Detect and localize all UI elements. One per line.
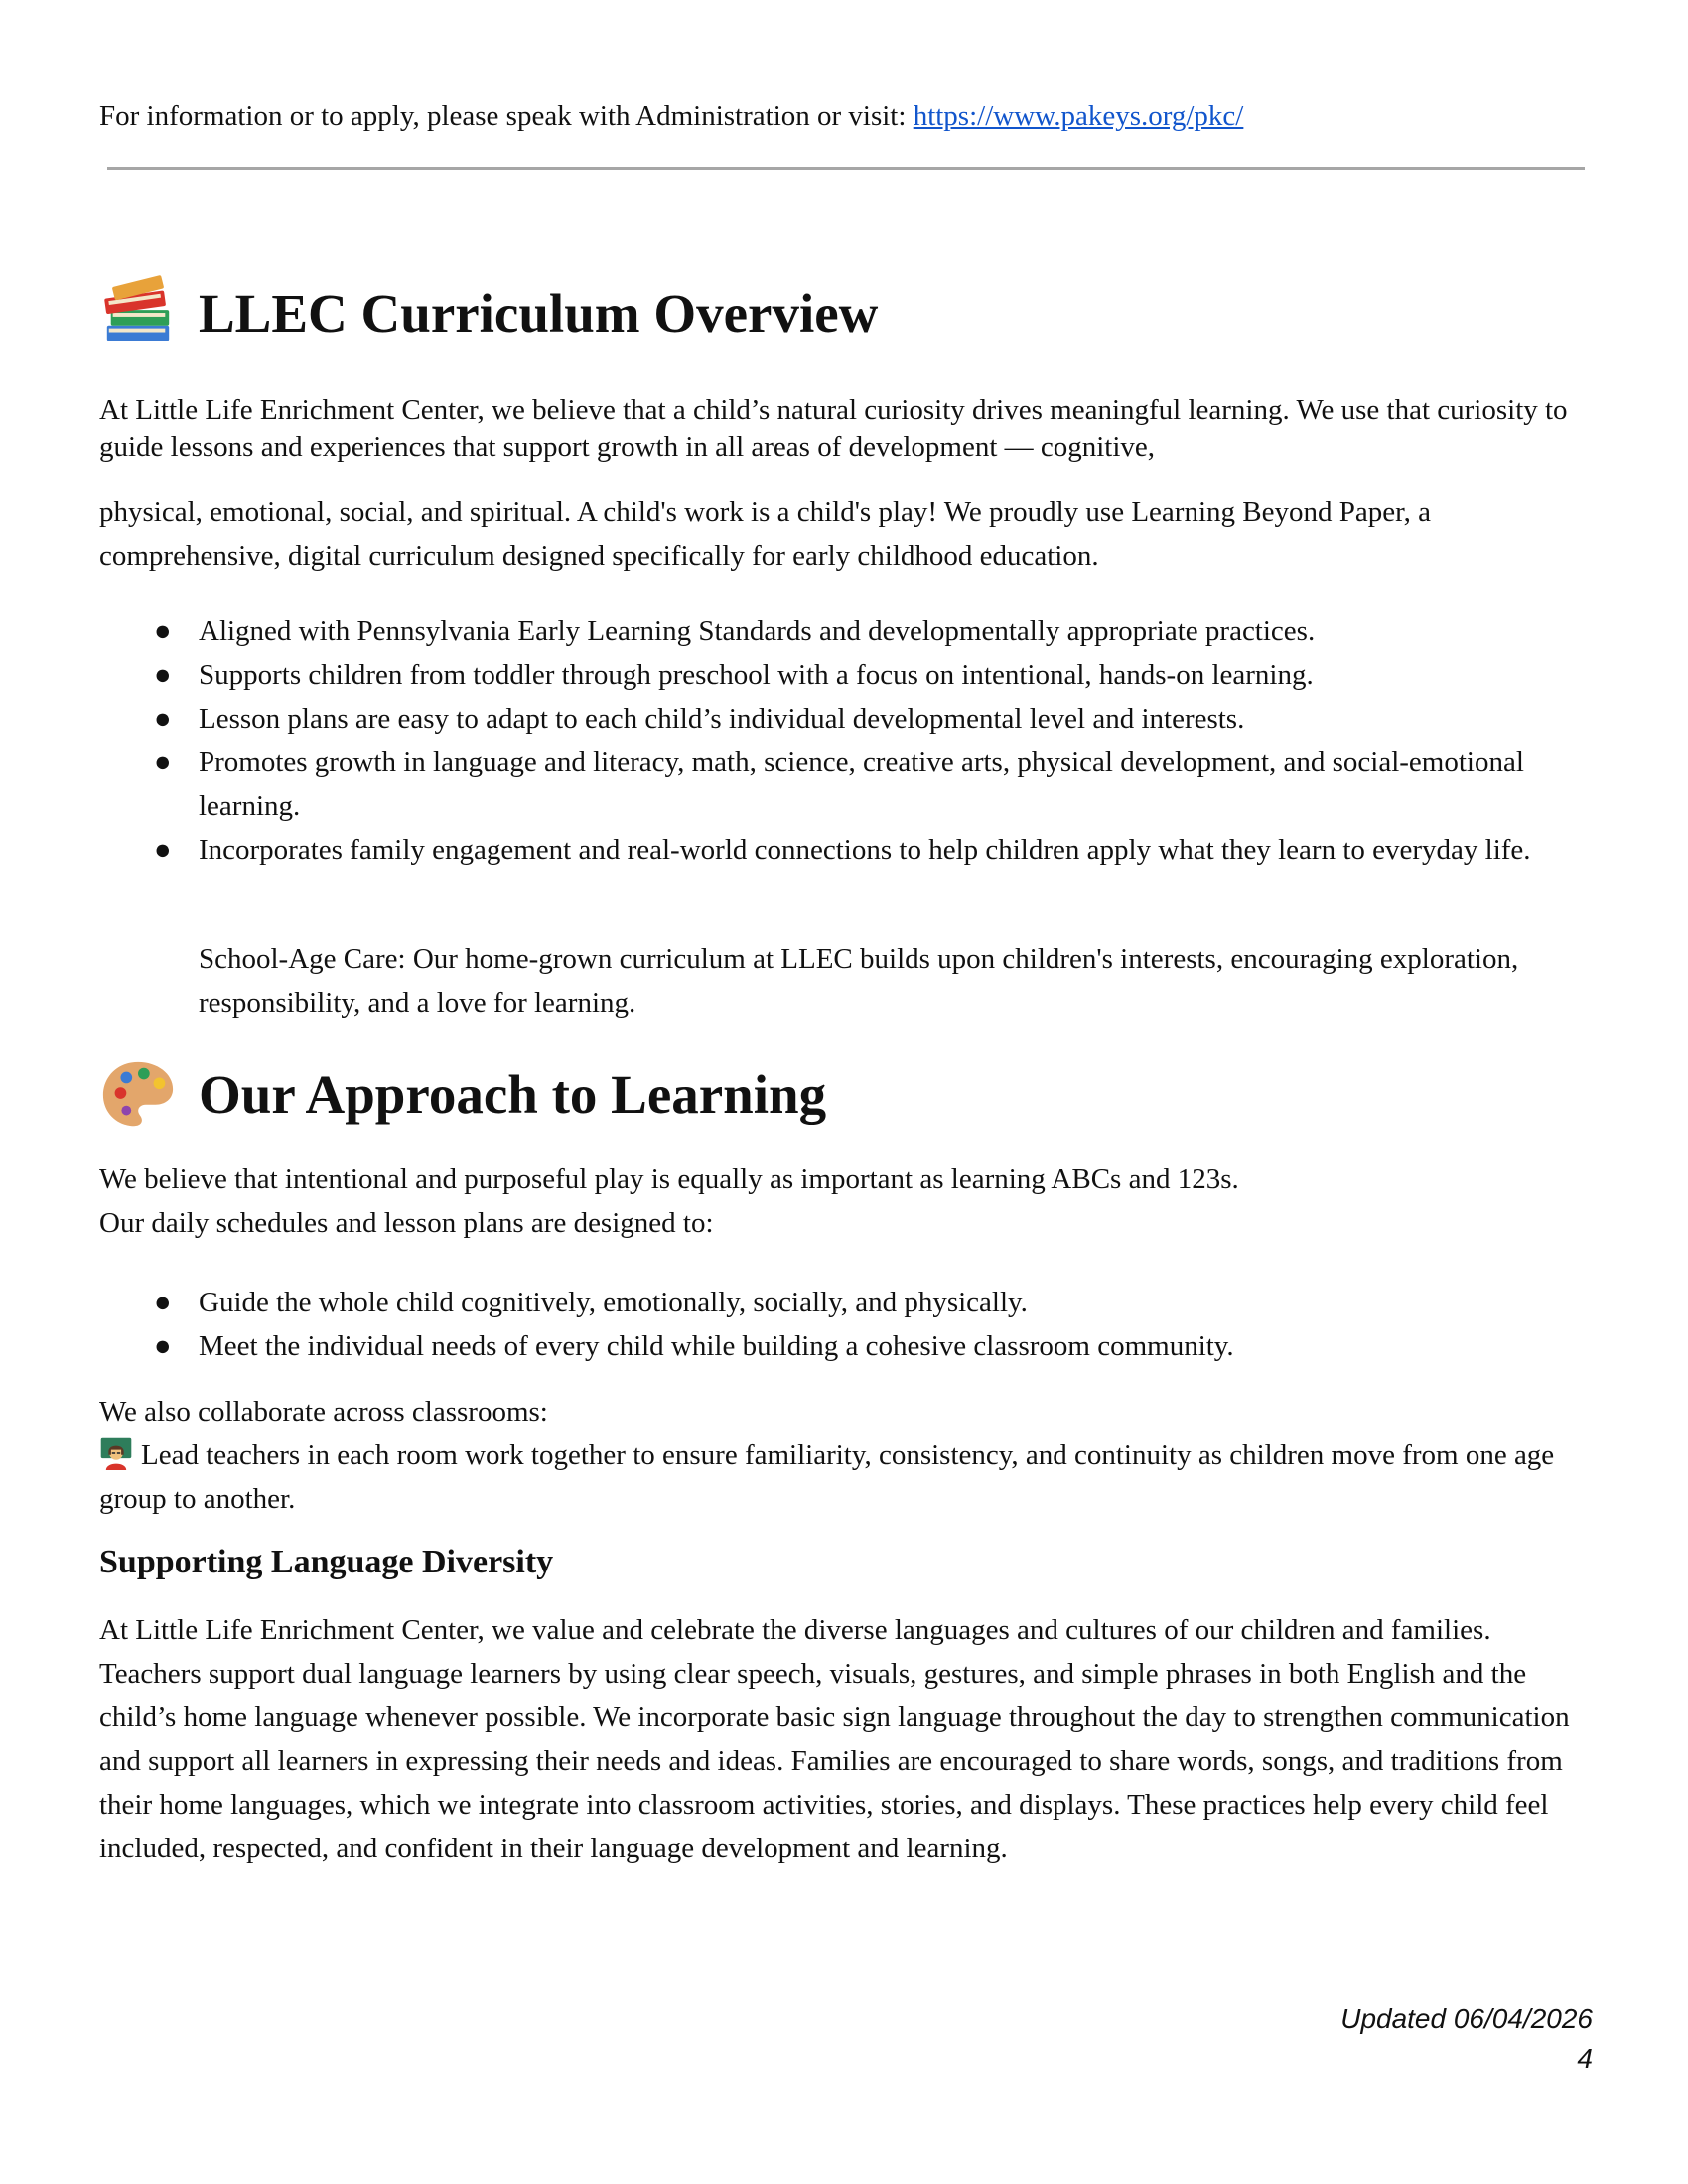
page-number: 4 (1577, 2043, 1593, 2074)
approach-title: Our Approach to Learning (199, 1064, 827, 1126)
list-item-text: Incorporates family engagement and real-world connections to help children apply what they learn to everyday life. (199, 834, 1531, 866)
bullet-dot: ● (154, 1287, 172, 1318)
list-item-text: Guide the whole child cognitively, emotionally, socially, and physically. (199, 1287, 1028, 1318)
list-item (99, 653, 1589, 697)
info-text: For information or to apply, please speak with Administration or visit: (99, 100, 914, 132)
approach-intro-1: We believe that intentional and purposeful play is equally as important as learning ABCs and 123s. (99, 1163, 1239, 1195)
books-icon (99, 275, 177, 352)
curriculum-intro-2: physical, emotional, social, and spiritual. A child's work is a child's play! We proudly use Learning Beyond Paper, a comprehensive, digital curriculum designed specifically for early childhood education. (99, 496, 1431, 572)
approach-heading (99, 1056, 826, 1134)
document-page (99, 0, 1589, 2184)
teacher-icon (99, 1436, 133, 1470)
list-item-text: Promotes growth in language and literacy, math, science, creative arts, physical development, and social-emotional learning. (199, 747, 1524, 822)
list-item (99, 1281, 1589, 1324)
language-diversity-body: At Little Life Enrichment Center, we value and celebrate the diverse languages and cultures of our children and families. Teachers support dual language learners by using clear speech, visuals, gestures, and simple phrases in both English and the child’s home language whenever possible. We incorporate basic sign language throughout the day to strengthen communication and support all learners in expressing their needs and ideas. Families are encouraged to share words, songs, and traditions from their home languages, which we integrate into classroom activities, stories, and displays. These practices help every child feel included, respected, and confident in their language development and learning. (99, 1614, 1570, 1864)
curriculum-bullet-list (99, 610, 1589, 872)
bullet-dot: ● (154, 1330, 172, 1362)
list-item (99, 697, 1589, 741)
bullet-dot: ● (154, 747, 172, 778)
approach-intro-2: Our daily schedules and lesson plans are designed to: (99, 1207, 714, 1239)
bullet-dot: ● (154, 659, 172, 691)
lead-teachers-paragraph (99, 1433, 1589, 1521)
lead-teachers-text: Lead teachers in each room work together to ensure familiarity, consistency, and continuity as children move from one age group to another. (99, 1439, 1555, 1515)
list-item (99, 1324, 1589, 1368)
list-item (99, 610, 1589, 653)
list-item-text: Supports children from toddler through preschool with a focus on intentional, hands-on learning. (199, 659, 1314, 691)
curriculum-intro-1: At Little Life Enrichment Center, we believe that a child’s natural curiosity drives meaningful learning. We use that curiosity to guide lessons and experiences that support growth in all areas of development — cognitive, (99, 394, 1568, 463)
school-age-care-text: School-Age Care: Our home-grown curriculum at LLEC builds upon children's interests, encouraging exploration, responsibility, and a love for learning. (199, 943, 1519, 1019)
pakeys-link[interactable]: https://www.pakeys.org/pkc/ (913, 100, 1244, 132)
list-item (99, 741, 1589, 828)
bullet-dot: ● (154, 703, 172, 735)
approach-bullet-list (99, 1281, 1589, 1368)
list-item (99, 828, 1589, 872)
collaborate-text: We also collaborate across classrooms: (99, 1396, 548, 1428)
curriculum-heading (99, 275, 878, 352)
artist-palette-icon (99, 1056, 177, 1134)
bullet-dot: ● (154, 834, 172, 866)
list-item-text: Aligned with Pennsylvania Early Learning Standards and developmentally appropriate practices. (199, 615, 1316, 647)
list-item-text: Lesson plans are easy to adapt to each child’s individual developmental level and interests. (199, 703, 1245, 735)
horizontal-rule (107, 167, 1585, 170)
language-diversity-heading: Supporting Language Diversity (99, 1544, 554, 1580)
curriculum-title: LLEC Curriculum Overview (199, 283, 879, 344)
bullet-dot: ● (154, 615, 172, 647)
updated-date: Updated 06/04/2026 (1340, 2003, 1593, 2034)
info-line (99, 99, 1243, 134)
list-item-text: Meet the individual needs of every child while building a cohesive classroom community. (199, 1330, 1234, 1362)
